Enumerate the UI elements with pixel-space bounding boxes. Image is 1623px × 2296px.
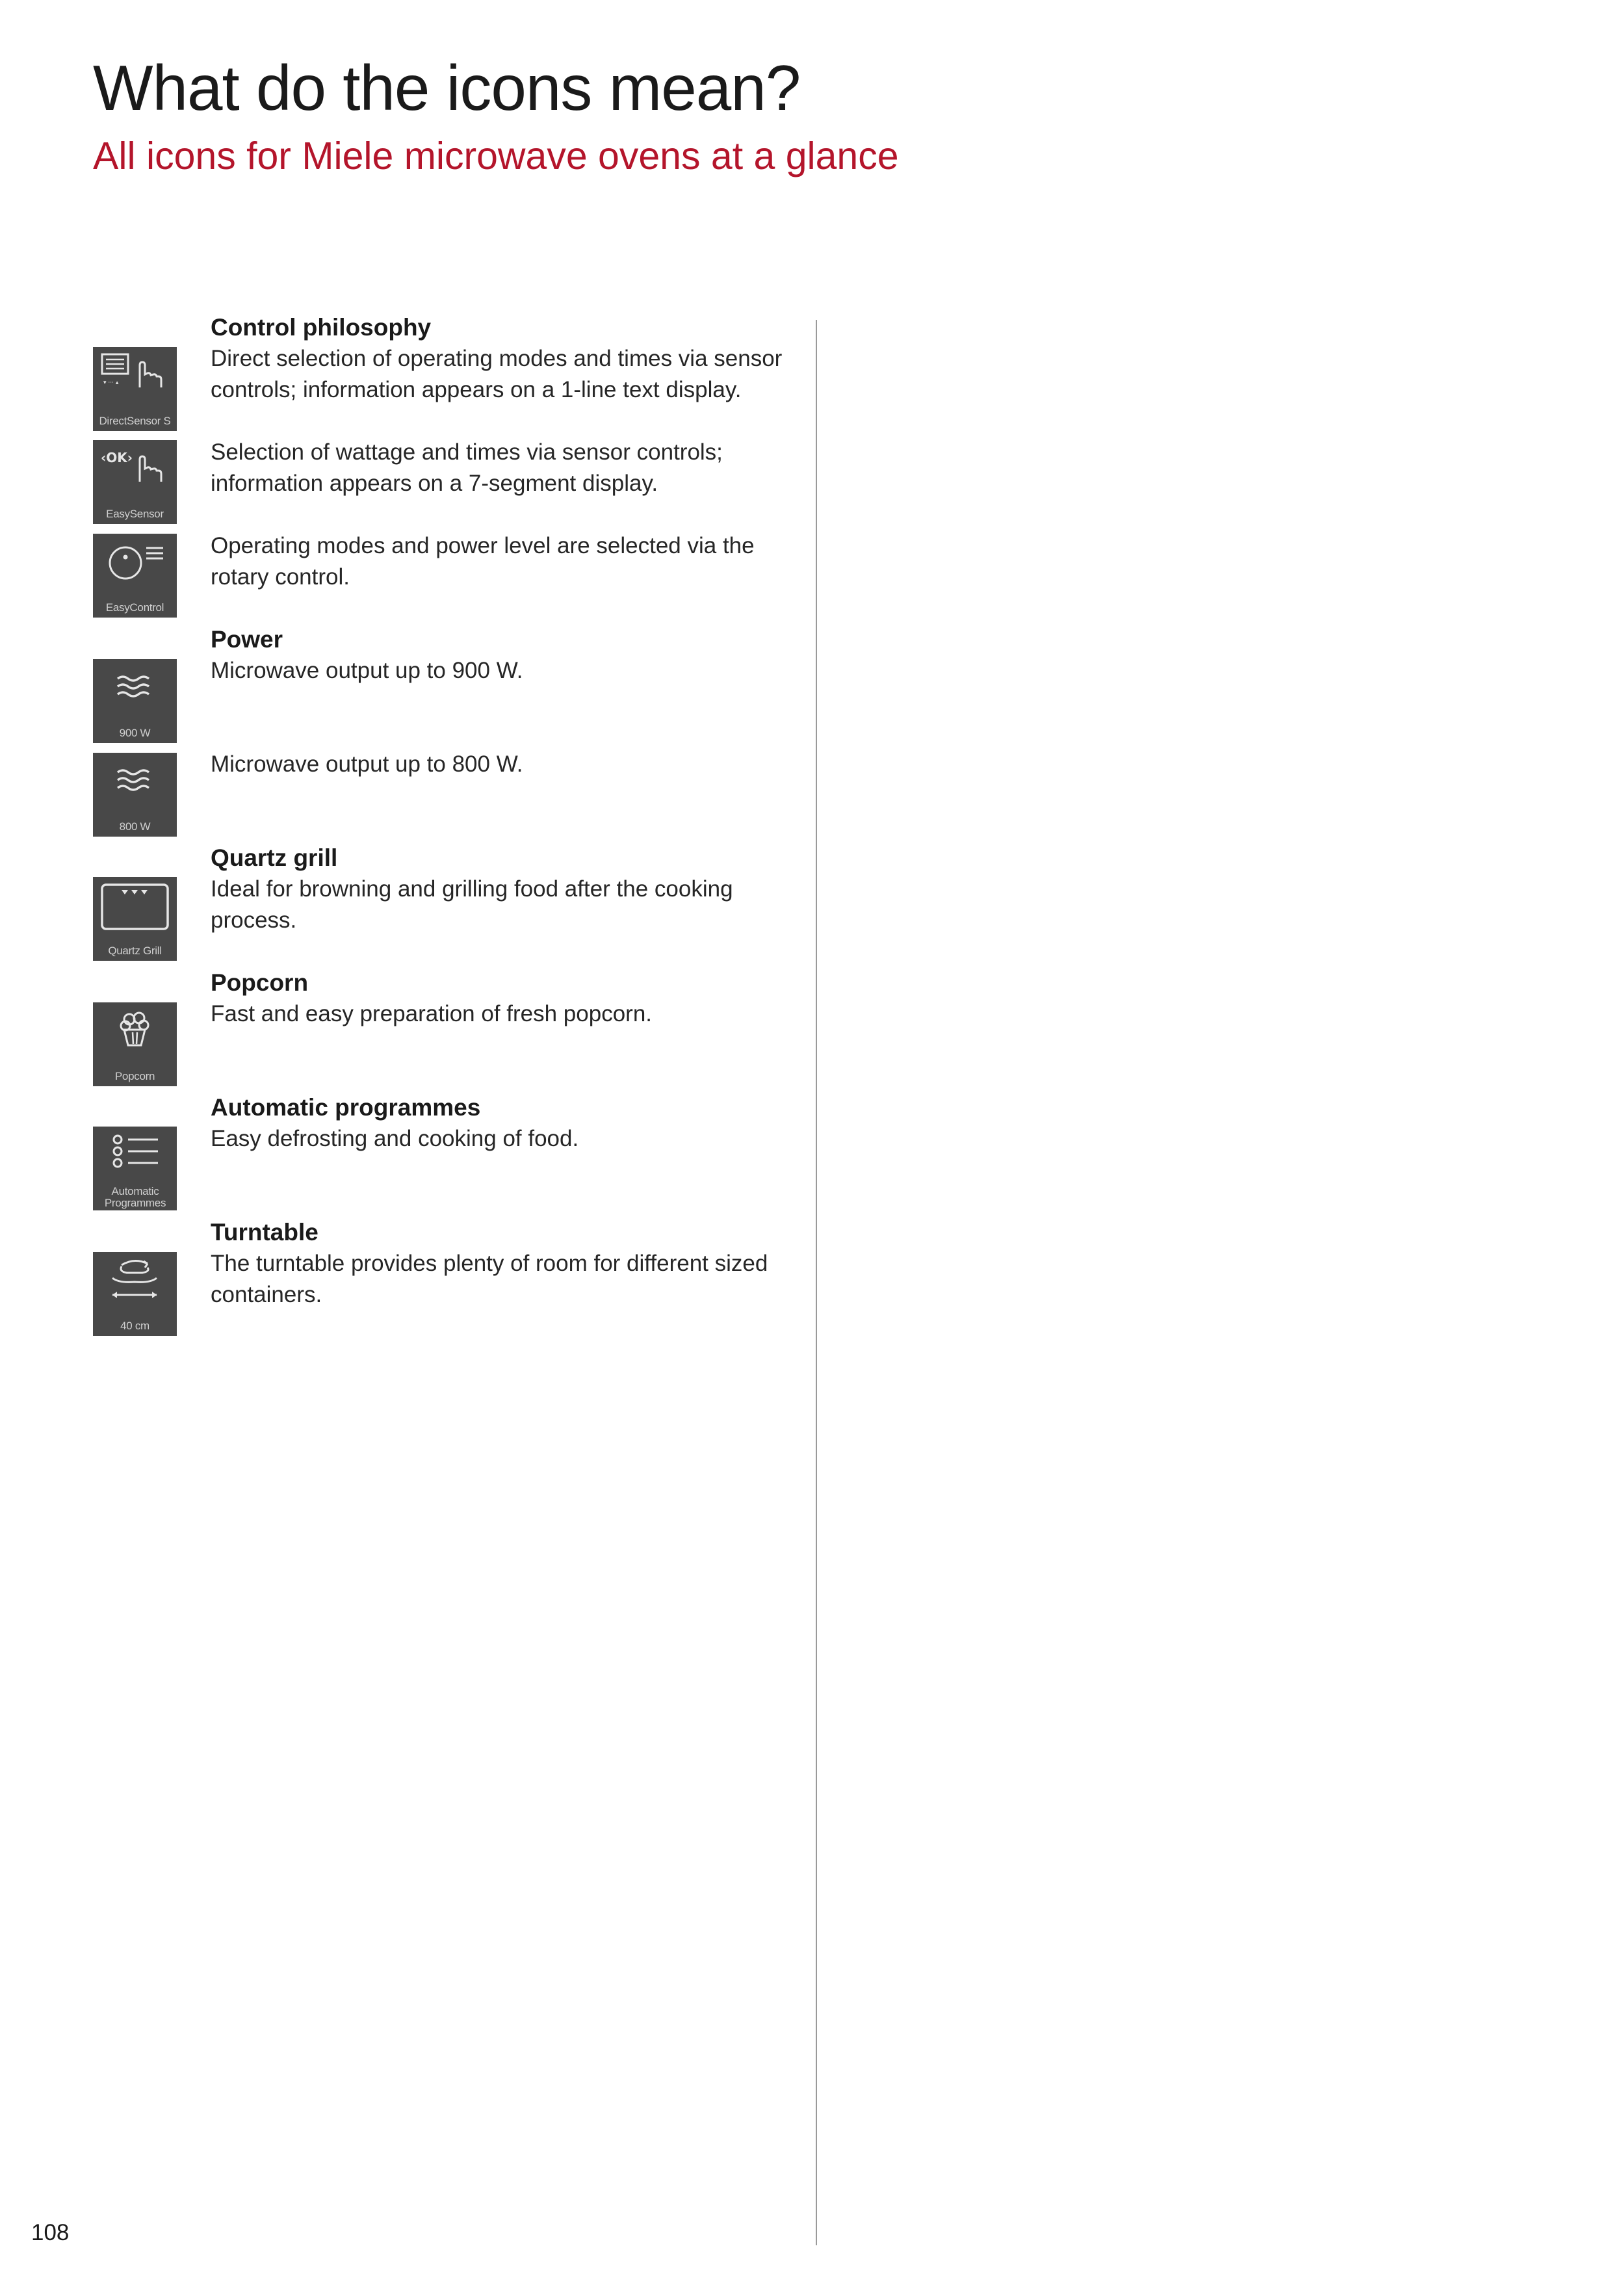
easycontrol-label: EasyControl <box>105 601 164 614</box>
automatic-programmes-icon <box>93 1127 177 1210</box>
column-divider <box>816 320 817 2245</box>
page-subtitle: All icons for Miele microwave ovens at a glance <box>93 135 899 177</box>
directsensor-description: Direct selection of operating modes and times via sensor controls; information appears on a 1-line text display. <box>211 346 783 402</box>
section-heading-auto: Automatic programmes <box>211 1094 481 1121</box>
microwave-900-icon <box>93 659 177 743</box>
easycontrol-description: Operating modes and power level are selected via the rotary control. <box>211 533 755 590</box>
quartz-grill-icon <box>93 877 177 961</box>
microwave-900-description: Microwave output up to 900 W. <box>211 658 523 683</box>
page-title: What do the icons mean? <box>93 52 801 124</box>
popcorn-icon <box>93 1002 177 1086</box>
microwave-800-description: Microwave output up to 800 W. <box>211 751 523 777</box>
quartz-grill-label: Quartz Grill <box>108 945 162 957</box>
turntable-label: 40 cm <box>120 1320 149 1332</box>
turntable-icon <box>93 1252 177 1336</box>
section-heading-popcorn: Popcorn <box>211 969 309 996</box>
directsensor-label: DirectSensor S <box>99 415 171 427</box>
microwave-800-label: 800 W <box>119 820 151 833</box>
popcorn-label: Popcorn <box>114 1070 155 1082</box>
section-heading-grill: Quartz grill <box>211 844 338 871</box>
easycontrol-icon <box>93 534 177 618</box>
section-heading-power: Power <box>211 626 283 653</box>
popcorn-description: Fast and easy preparation of fresh popcorn. <box>211 1001 653 1026</box>
easysensor-icon <box>93 440 177 524</box>
directsensor-icon <box>93 347 177 431</box>
section-heading-control: Control philosophy <box>211 314 432 341</box>
section-heading-turntable: Turntable <box>211 1219 318 1246</box>
easysensor-label: EasySensor <box>106 508 164 520</box>
svg-text:▾ ··· ▴: ▾ ··· ▴ <box>103 380 119 386</box>
automatic-programmes-description: Easy defrosting and cooking of food. <box>211 1126 579 1151</box>
turntable-description: The turntable provides plenty of room for different sized containers. <box>211 1251 768 1307</box>
microwave-900-label: 900 W <box>119 727 151 739</box>
page-number: 108 <box>31 2220 70 2245</box>
microwave-800-icon <box>93 753 177 837</box>
easysensor-description: Selection of wattage and times via sensor controls; information appears on a 7-segment display. <box>211 439 723 496</box>
svg-text:‹OK›: ‹OK› <box>101 450 133 465</box>
quartz-grill-description: Ideal for browning and grilling food after the cooking process. <box>211 876 733 933</box>
automatic-programmes-label: Automatic Programmes <box>104 1185 166 1209</box>
